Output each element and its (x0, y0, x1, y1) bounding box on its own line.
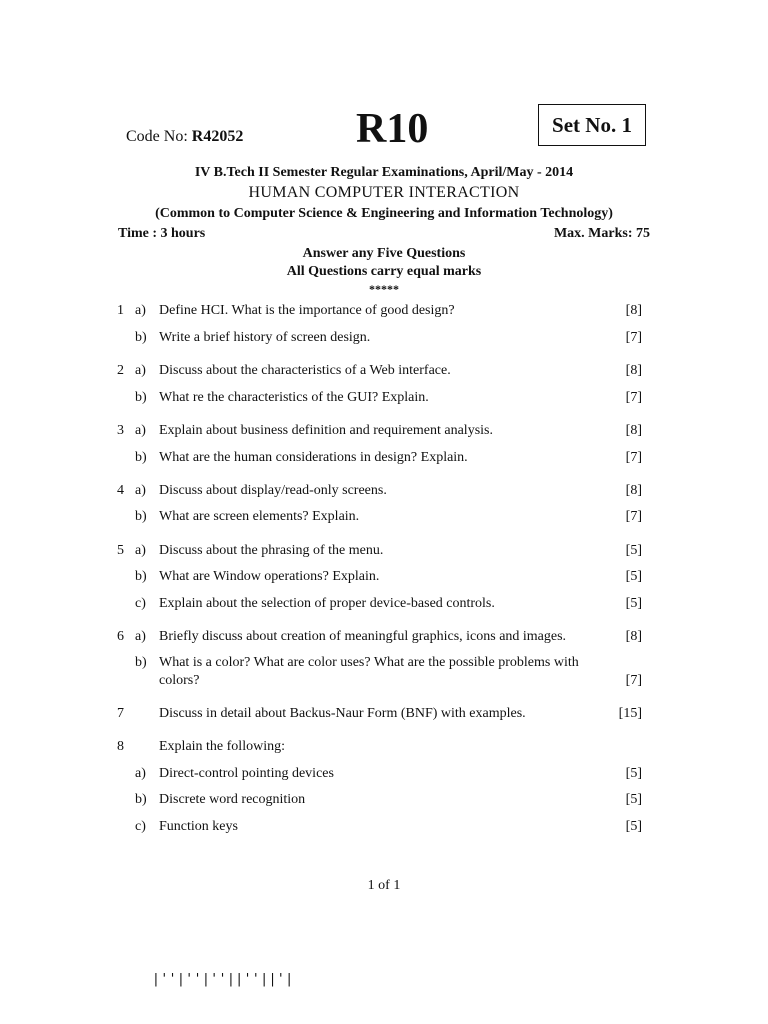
question-text: Briefly discuss about creation of meaningful graphics, icons and images. (159, 629, 567, 644)
question-part: a) (135, 629, 146, 644)
question-text: What are screen elements? Explain. (159, 509, 360, 524)
question-text: Direct-control pointing devices (159, 766, 334, 781)
subject-title: HUMAN COMPUTER INTERACTION (248, 184, 520, 201)
code-value: R42052 (191, 128, 244, 145)
question-text: Explain about the selection of proper device-based controls. (159, 596, 495, 611)
question-marks: [5] (625, 543, 642, 558)
question-number: 2 (117, 363, 124, 378)
question-marks: [5] (625, 569, 642, 584)
question-part: a) (135, 483, 146, 498)
question-part: b) (135, 569, 147, 584)
question-marks: [5] (625, 596, 642, 611)
question-marks: [7] (625, 509, 642, 524)
question-text: Discuss in detail about Backus-Naur Form (BNF) with examples. (159, 706, 526, 721)
question-text: What is a color? What are color uses? What are the possible problems with colors? (159, 655, 579, 688)
question-part: b) (135, 509, 147, 524)
question-text: Write a brief history of screen design. (159, 330, 371, 345)
question-text: Discuss about the phrasing of the menu. (159, 543, 384, 558)
question-number: 1 (117, 303, 124, 318)
question-number: 6 (117, 629, 124, 644)
question-marks: [5] (625, 819, 642, 834)
regulation-label: R10 (356, 106, 429, 152)
set-number: Set No. 1 (552, 112, 632, 137)
question-number: 5 (117, 543, 124, 558)
question-text: What re the characteristics of the GUI? Explain. (159, 390, 429, 405)
question-text: Discuss about display/read-only screens. (159, 483, 387, 498)
set-number-box (538, 104, 646, 146)
separator: ***** (369, 282, 399, 296)
question-number: 3 (117, 423, 124, 438)
question-part: c) (135, 596, 146, 611)
instruction-answer-any: Answer any Five Questions (302, 246, 466, 261)
question-part: a) (135, 303, 146, 318)
question-number: 4 (117, 483, 124, 498)
question-part: b) (135, 655, 147, 670)
question-part: c) (135, 819, 146, 834)
question-marks: [5] (625, 766, 642, 781)
question-text: Explain about business definition and requirement analysis. (159, 423, 493, 438)
barcode: |''|''|''||''||'| (152, 972, 294, 987)
time-allowed: Time : 3 hours (118, 226, 206, 241)
question-marks: [15] (618, 706, 642, 721)
question-text: What are the human considerations in design? Explain. (159, 450, 468, 465)
question-marks: [7] (625, 330, 642, 345)
question-text: Define HCI. What is the importance of good design? (159, 303, 455, 318)
question-marks: [8] (625, 629, 642, 644)
question-part: b) (135, 390, 147, 405)
question-part: b) (135, 792, 147, 807)
question-part: a) (135, 423, 146, 438)
question-marks: [7] (625, 390, 642, 405)
question-number: 8 (117, 739, 124, 754)
question-marks: [7] (625, 673, 642, 688)
question-part: a) (135, 543, 146, 558)
code-number (126, 128, 243, 146)
exam-title: IV B.Tech II Semester Regular Examinations, April/May - 2014 (194, 165, 574, 180)
question-text: Discrete word recognition (159, 792, 306, 807)
question-marks: [8] (625, 483, 642, 498)
code-label: Code No: (126, 128, 188, 145)
question-number: 7 (117, 706, 124, 721)
question-marks: [7] (625, 450, 642, 465)
question-text: Explain the following: (159, 739, 285, 754)
question-marks: [8] (625, 363, 642, 378)
question-marks: [8] (625, 303, 642, 318)
max-marks: Max. Marks: 75 (553, 226, 650, 241)
question-text: What are Window operations? Explain. (159, 569, 380, 584)
question-part: a) (135, 363, 146, 378)
question-part: a) (135, 766, 146, 781)
page-number: 1 of 1 (367, 878, 401, 893)
question-marks: [8] (625, 423, 642, 438)
common-to-note: (Common to Computer Science & Engineering and Information Technology) (155, 206, 613, 221)
question-text: Discuss about the characteristics of a Web interface. (159, 363, 451, 378)
question-part: b) (135, 330, 147, 345)
question-part: b) (135, 450, 147, 465)
instruction-equal-marks: All Questions carry equal marks (286, 264, 482, 279)
question-marks: [5] (625, 792, 642, 807)
question-text: Function keys (159, 819, 238, 834)
